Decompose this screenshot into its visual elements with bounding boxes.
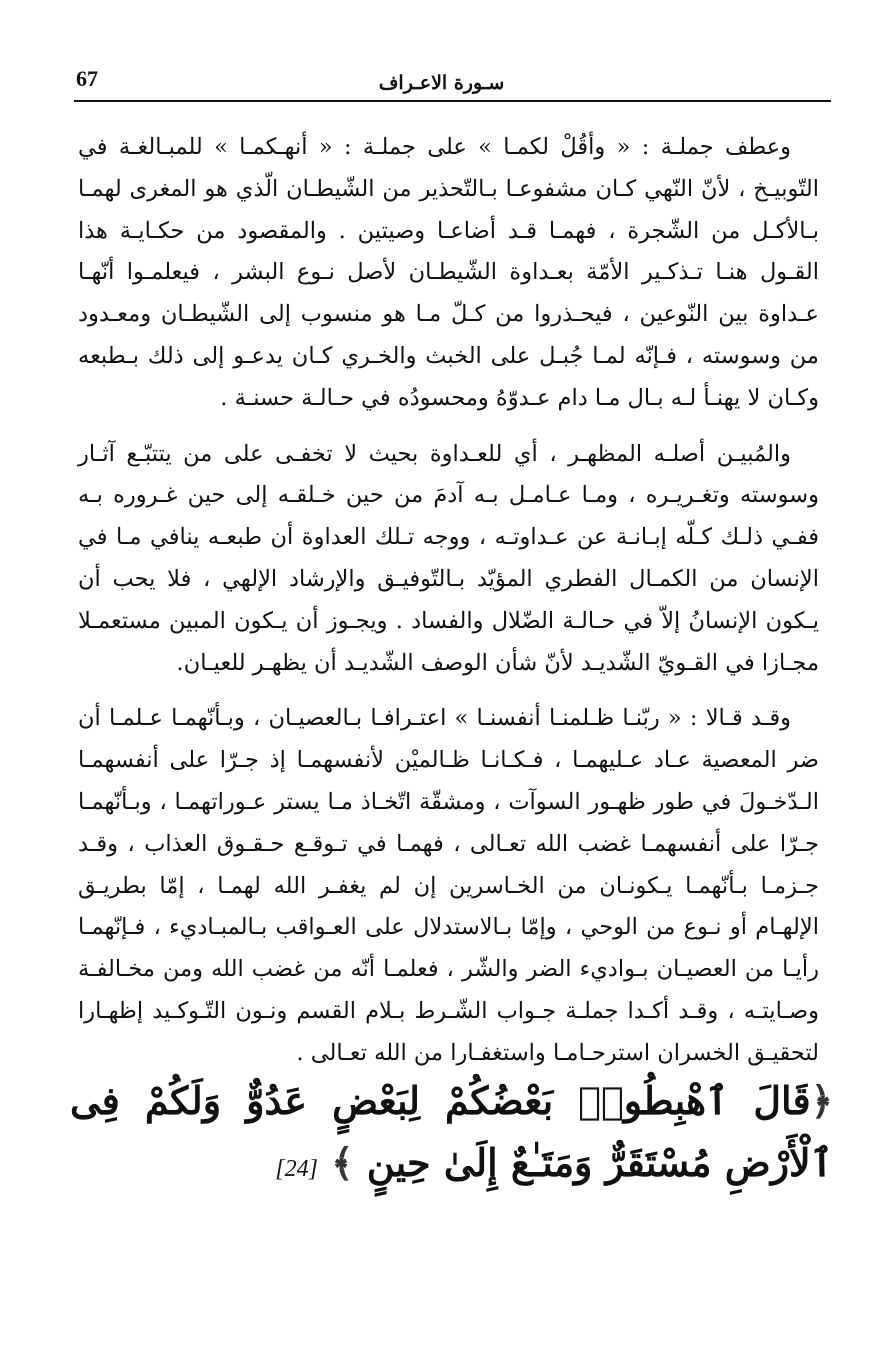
running-title: سـورة الاعـراف xyxy=(378,72,505,94)
verse-text: قَالَ ٱهْبِطُوا۟ بَعْضُكُمْ لِبَعْضٍ عَدُوٌّ وَلَكُمْ فِى ٱلْأَرْضِ مُسْتَقَرٌّ وَمَتَـٰعٌ إِلَىٰ حِينٍ xyxy=(70,1078,833,1185)
header-divider xyxy=(74,100,831,102)
paragraph-2: والمُبيـن أصلـه المظهـر ، أي للعـداوة بحيث لا تخفـى على من يتتبّـع آثـار وسوسته وتغـريـره ، ومـا عـامـل بـه آدمَ من حين خـلقـه إلى حين غـروره بـه ففـي ذلـك كـلّه إبـانـة عن عـداوتـه ، ووجه تـلك العداوة أن طبعـه ينافي مـا في الإنسان من الكمـال الفطري المؤيّد بـالتّوفيـق والإرشاد الإلهي ، فلا يحب أن يـكون الإنسانُ إلاّ في حـالـة الضّلال والفساد . ويجـوز أن يـكون المبين مستعمـلا مجـازا في القـويّ الشّديـد لأنّ شأن الوصف الشّديـد أن يظهـر للعيـان. xyxy=(78,440,819,676)
paragraph-1: وعطف جملـة : « وأقُلْ لكمـا » على جملـة : « أنهـكمـا » للمبـالغـة في التّوبيـخ ، لأنّ النّهي كـان مشفوعـا بـالتّحذير من الشّيطـان الّذي هو المغرى لهمـا بـالأكـل من الشّجرة ، فهمـا قـد أضاعـا وصيتين . والمقصود من حكـايـة هذا القـول هنـا تـذكـير الأمّة بعـداوة الشّيطـان لأصل نـوع البشر ، فيعلمـوا أنّهـا عـداوة بين النّوعين ، فيحـذروا من كـلّ مـا هو منسوب إلى الشّيطـان ومعـدود من وسوسته ، فـإنّه لمـا جُبـل على الخبث والخـري كـان يدعـو إلى ذلك بـطبعه وكـان لا يهنـأ لـه بـال مـا دام عـدوّهُ ومحسودُه في حـالـة حسنـة . xyxy=(78,134,819,411)
commentary-text xyxy=(78,127,819,1075)
paragraph-3: وقـد قـالا : « ربّنـا ظـلمنـا أنفسنـا » اعتـرافـا بـالعصيـان ، وبـأنّهمـا عـلمـا أن ضر المعصية عـاد عـليهمـا ، فـكـانـا ظـالميْن لأنفسهمـا إذ جـرّا على أنفسهمـا الـدّخـولَ في طور ظهـور السوآت ، ومشقّة اتّخـاذ مـا يستر عـوراتهمـا ، وبـأنّهمـا جـرّا على أنفسهمـا غضب الله تعـالى ، فهمـا في تـوقـع حـقـوق العذاب ، وقـد جـزمـا بـأنّهمـا يـكونـان من الخـاسرين إن لم يغفـر الله لهمـا ، إمّا بطريـق الإلهـام أو نـوع من الوحي ، وإمّا بـالاستدلال على العـواقب بـالمبـاديء ، فـإنّهمـا رأيـا من العصيـان بـواديء الضر والشّر ، فعلمـا أنّه من غضب الله ومن مخـالفـة وصـايتـه ، وقـد أكـدا جملـة جـواب الشّـرط بـلام القسم ونـون التّـوكـيد إظهـارا لتحقيـق الخسران استرحـامـا واستغفـارا من الله تعـالى . xyxy=(78,705,819,1066)
page-number: 67 xyxy=(76,66,98,91)
verse-open-bracket: ﴿ xyxy=(810,1078,833,1123)
verse-close-bracket: ﴾ xyxy=(331,1140,354,1185)
quran-verse xyxy=(70,1070,833,1200)
verse-number: [24] xyxy=(275,1156,318,1182)
